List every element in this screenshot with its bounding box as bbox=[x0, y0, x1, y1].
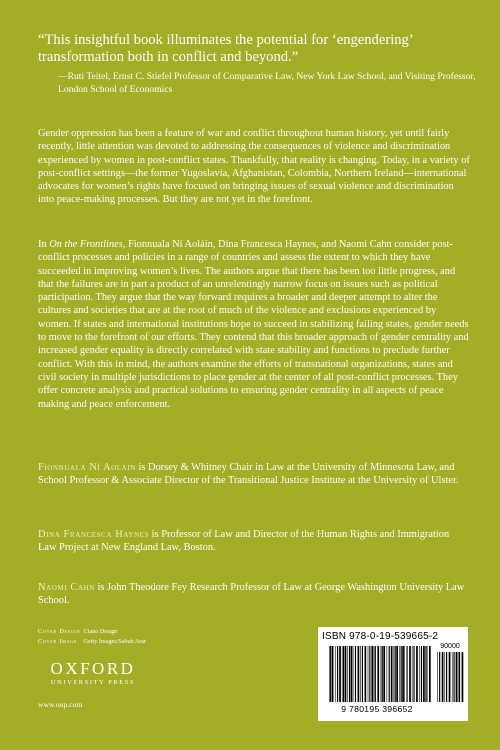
barcode-bar bbox=[454, 652, 455, 702]
author-bio-2 bbox=[38, 528, 470, 555]
author-name: Fionnuala Ní Aoláin bbox=[38, 462, 136, 473]
barcode-bar bbox=[407, 646, 408, 702]
paragraph-rest: , Fionnuala Ní Aoláin, Dina Francesca Haynes, and Naomi Cahn consider post-conflict processes and policies in a range of countries and assess the extent to which they have succeeded in improving women’s lives. The authors argue that there has been too little progress, and that the failures are in part a product of an unrelentingly narrow focus on issues such as political participation. They argue that the way forward requires a broader and deeper attempt to alter the cultures and societies that are at the root of much of the violence and exclusions experienced by women. If states and international institutions hope to succeed in stabilizing failing states, gender needs to move to the forefront of our efforts. They contend that this broader approach of gender centrality and increased gender equality is directly correlated with state stability and functions to preclude further conflict. With this in mind, the authors examine the efforts of transnational organizations, states and civil society in multiple jurisdictions to place gender at the center of all post-conflict processes. They offer concrete analysis and practical solutions to ensuring gender centrality in all aspects of peace making and peace enforcement. bbox=[38, 239, 469, 410]
barcode-bar bbox=[329, 646, 330, 702]
barcode-bar bbox=[402, 646, 404, 702]
cover-design-credit bbox=[38, 627, 298, 637]
publisher-logo bbox=[38, 660, 148, 687]
author-bio-text: is John Theodore Fey Research Professor of Law at George Washington University Law School. bbox=[38, 582, 465, 607]
barcode-bar bbox=[437, 652, 438, 702]
barcode-bar bbox=[375, 646, 376, 702]
barcode-bar bbox=[413, 646, 414, 702]
publisher-name: OXFORD bbox=[50, 659, 136, 678]
barcode-bar bbox=[399, 646, 400, 702]
barcode-bar bbox=[368, 646, 369, 702]
barcode-bar bbox=[355, 646, 356, 702]
barcode-bar bbox=[349, 646, 350, 702]
publisher-url: www.oup.com bbox=[38, 700, 83, 709]
barcode-bar bbox=[449, 652, 451, 702]
cover-image-credit bbox=[38, 637, 298, 647]
barcode-bar bbox=[423, 646, 425, 702]
author-name: Naomi Cahn bbox=[38, 582, 95, 593]
barcode-bar bbox=[358, 646, 360, 702]
description-paragraph-1: Gender oppression has been a feature of war and conflict throughout human history, yet until fairly recently, little attention was devoted to addressing the consequences of violence and discrimination experienced by women in post-conflict states. Thankfully, that reality is changing. Today, in a variety of post-conflict settings—the former Yugoslavia, Afghanistan, Colombia, Northern Ireland—international advocates for women’s rights have focused on bringing issues of sexual violence and discrimination into peace-making processes. But they are not yet in the forefront. bbox=[38, 128, 470, 206]
barcode-bar bbox=[339, 646, 341, 702]
barcode-bar bbox=[347, 646, 348, 702]
barcode-bar bbox=[426, 646, 427, 702]
barcode-bar bbox=[394, 646, 395, 702]
barcode-bar bbox=[391, 646, 393, 702]
barcode-bar bbox=[396, 646, 398, 702]
barcode-bar bbox=[374, 646, 375, 702]
barcode-bar bbox=[345, 646, 347, 702]
barcode-bar bbox=[353, 646, 354, 702]
endorsement-quote: “This insightful book illuminates the potential for ‘engendering’ transformation both in conflict and beyond.” bbox=[38, 32, 413, 65]
cover-credits bbox=[38, 627, 298, 647]
barcode-bar bbox=[362, 646, 363, 702]
credit-label: Cover Design bbox=[38, 628, 81, 635]
credit-value: Ciano Design bbox=[83, 628, 118, 635]
barcode-bar bbox=[369, 646, 370, 702]
barcode-bar bbox=[330, 646, 331, 702]
barcode-bar bbox=[462, 652, 464, 702]
barcode-bar bbox=[337, 646, 338, 702]
credit-label: Cover Image bbox=[38, 638, 78, 645]
barcode-bar bbox=[351, 646, 353, 702]
barcode-bar bbox=[335, 646, 336, 702]
barcode-bar bbox=[425, 646, 426, 702]
publisher-subname: UNIVERSITY PRESS bbox=[50, 679, 136, 686]
isbn-label: ISBN 978-0-19-539665-2 bbox=[322, 631, 439, 642]
barcode-bar bbox=[412, 646, 413, 702]
author-bio-text: is Dorsey & Whitney Chair in Law at the University of Minnesota Law, and School Professor & Associate Director of the Transitional Justice Institute at the University of Ulster. bbox=[38, 462, 459, 487]
author-bio-3 bbox=[38, 581, 470, 608]
endorsement-attribution: —Ruti Teitel, Ernst C. Stiefel Professor of Comparative Law, New York Law School, and Visiting Professor, London School of Economics bbox=[58, 71, 476, 95]
addon-barcode bbox=[436, 652, 464, 702]
barcode-bar bbox=[382, 646, 383, 702]
barcode-bar bbox=[452, 652, 453, 702]
barcode-bar bbox=[429, 646, 431, 702]
barcode-bar bbox=[389, 646, 390, 702]
credit-value: Getty Images/Sabah Arar bbox=[83, 638, 147, 645]
barcode-bar bbox=[343, 646, 344, 702]
barcode-bar bbox=[444, 652, 445, 702]
barcode-bar bbox=[377, 646, 379, 702]
description-paragraph-2 bbox=[38, 238, 470, 411]
barcode-bar bbox=[332, 646, 334, 702]
barcode-addon-number: 90000 bbox=[440, 643, 460, 650]
barcode-bar bbox=[365, 646, 367, 702]
barcode-bar bbox=[342, 646, 343, 702]
barcode-bar bbox=[404, 646, 405, 702]
barcode-bar bbox=[459, 652, 460, 702]
barcode-bar bbox=[387, 646, 388, 702]
author-bio-text: is Professor of Law and Director of the Human Rights and Immigration Law Project at New England Law, Boston. bbox=[38, 529, 450, 554]
barcode-bar bbox=[442, 652, 444, 702]
barcode-bar bbox=[446, 652, 447, 702]
author-name: Dina Francesca Haynes bbox=[38, 529, 150, 540]
barcode-bar bbox=[458, 652, 459, 702]
barcode-bar bbox=[421, 646, 422, 702]
barcode-bar bbox=[383, 646, 385, 702]
author-bio-1 bbox=[38, 461, 470, 488]
barcode-bar bbox=[395, 646, 396, 702]
barcode-bar bbox=[409, 646, 411, 702]
barcode-bar bbox=[419, 646, 420, 702]
ean-number: 9 780195 396652 bbox=[341, 704, 413, 714]
barcode-bar bbox=[401, 646, 402, 702]
barcode-bar bbox=[416, 646, 418, 702]
barcode-bar bbox=[439, 652, 440, 702]
barcode-bar bbox=[360, 646, 361, 702]
ean-barcode bbox=[328, 646, 432, 702]
barcode-bar bbox=[371, 646, 373, 702]
paragraph-lead: In bbox=[38, 239, 50, 250]
book-title: On the Frontlines bbox=[49, 239, 123, 250]
barcode-bar bbox=[456, 652, 458, 702]
barcode-bar bbox=[381, 646, 382, 702]
